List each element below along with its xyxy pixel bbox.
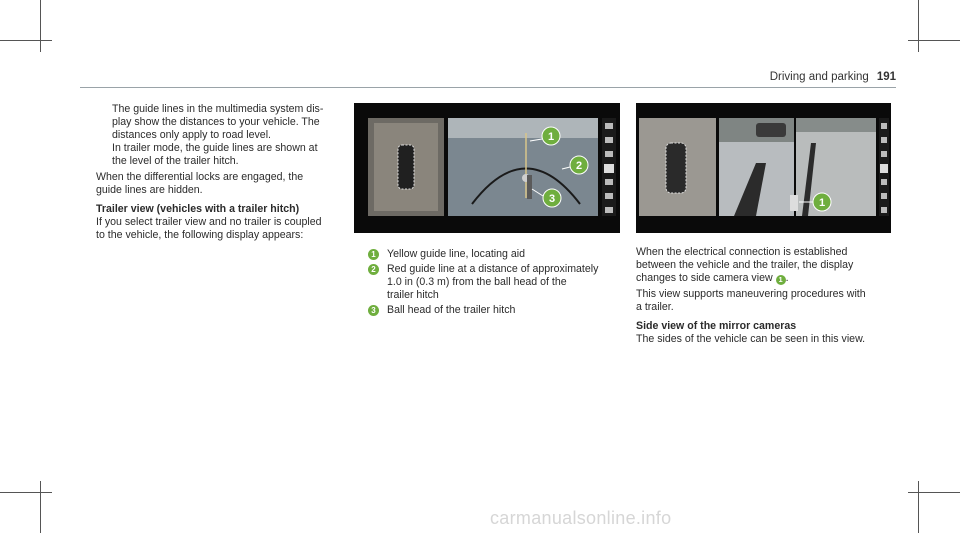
mirror-cameras-heading: Side view of the mirror cameras — [636, 320, 797, 332]
diff-lock-paragraph — [96, 171, 346, 197]
menu-icon[interactable] — [605, 123, 613, 129]
intro-paragraph — [96, 103, 346, 168]
legend-item — [368, 263, 628, 302]
text-line: a trailer. — [636, 301, 674, 313]
legend-text: Yellow guide line, locating aid — [387, 248, 526, 260]
side-camera-image — [636, 103, 891, 233]
text-line: When the differential locks are engaged, the — [96, 171, 304, 183]
text-line: to the vehicle, the following display appears: — [96, 229, 304, 241]
callout-3-label: 3 — [548, 193, 556, 205]
vehicle-top-icon — [666, 143, 686, 193]
menu-icon[interactable] — [605, 193, 613, 199]
mirror-cameras-text: The sides of the vehicle can be seen in this view. — [636, 333, 866, 345]
crop-mark — [918, 481, 919, 533]
background-area — [796, 118, 876, 132]
text-line: This view supports maneuvering procedures with — [636, 288, 866, 300]
legend-number: 3 — [368, 305, 379, 316]
maneuvering-paragraph — [636, 288, 898, 314]
text-line: play show the distances to your vehicle. The — [112, 116, 320, 128]
menu-icon[interactable] — [881, 137, 887, 143]
crop-mark — [0, 40, 52, 41]
text-line: between the vehicle and the trailer, the display — [636, 259, 854, 271]
section-title: Driving and parking — [769, 71, 869, 83]
connection-paragraph — [636, 246, 898, 285]
menu-icon[interactable] — [605, 207, 613, 213]
text-line: If you select trailer view and no trailer is coupled — [96, 216, 322, 228]
menu-icon-selected[interactable] — [604, 164, 614, 173]
watermark: carmanualsonline.info — [490, 508, 672, 528]
legend-number: 2 — [368, 264, 379, 275]
menu-icon[interactable] — [605, 151, 613, 157]
crop-mark — [40, 0, 41, 52]
menu-icon[interactable] — [881, 123, 887, 129]
parked-car — [756, 123, 786, 137]
text-line: The guide lines in the multimedia system dis- — [112, 103, 324, 115]
legend-item — [368, 248, 628, 261]
trailer-view-image — [354, 103, 620, 233]
callout-2-label: 2 — [575, 160, 583, 172]
legend-item — [368, 304, 628, 317]
menu-icon[interactable] — [881, 179, 887, 185]
menu-icon[interactable] — [605, 179, 613, 185]
trailer-view-paragraph — [96, 216, 346, 242]
text-line — [636, 272, 898, 285]
menu-icon[interactable] — [881, 193, 887, 199]
crop-mark — [918, 0, 919, 52]
text-line: the level of the trailer hitch. — [112, 155, 239, 167]
background-area — [448, 118, 598, 138]
running-header — [770, 71, 896, 83]
text-line: guide lines are hidden. — [96, 184, 203, 196]
menu-icon[interactable] — [605, 137, 613, 143]
side-camera-screenshot — [636, 103, 891, 233]
legend-text: Ball head of the trailer hitch — [387, 304, 516, 316]
menu-icon[interactable] — [881, 207, 887, 213]
inline-callout: 1 — [776, 275, 786, 285]
page-number: 191 — [876, 71, 896, 83]
crop-mark — [908, 492, 960, 493]
menu-icon-selected[interactable] — [880, 164, 888, 173]
callout-1-label: 1 — [547, 131, 555, 143]
trailer-view-screenshot — [354, 103, 620, 233]
menu-icon[interactable] — [881, 151, 887, 157]
legend-number: 1 — [368, 249, 379, 260]
crop-mark — [40, 481, 41, 533]
vehicle-top-icon — [398, 145, 414, 189]
legend-text: Red guide line at a distance of approximately — [387, 263, 599, 275]
text-line: In trailer mode, the guide lines are shown at — [112, 142, 318, 154]
callout-1-label: 1 — [818, 197, 826, 209]
left-column — [96, 103, 346, 242]
text-line: distances only apply to road level. — [112, 129, 271, 141]
text-span: changes to side camera view — [636, 272, 773, 284]
trailer-hitch-icon — [790, 195, 798, 211]
legend-text: 1.0 in (0.3 m) from the ball head of the — [387, 276, 567, 288]
right-column — [636, 246, 898, 346]
legend-text: trailer hitch — [387, 289, 439, 301]
trailer-view-heading: Trailer view (vehicles with a trailer hitch) — [96, 203, 300, 215]
hitch-bar — [527, 175, 532, 199]
crop-mark — [908, 40, 960, 41]
text-span: . — [785, 272, 789, 284]
figure1-legend — [368, 248, 628, 319]
crop-mark — [0, 492, 52, 493]
text-line: When the electrical connection is established — [636, 246, 848, 258]
header-rule — [80, 87, 896, 88]
